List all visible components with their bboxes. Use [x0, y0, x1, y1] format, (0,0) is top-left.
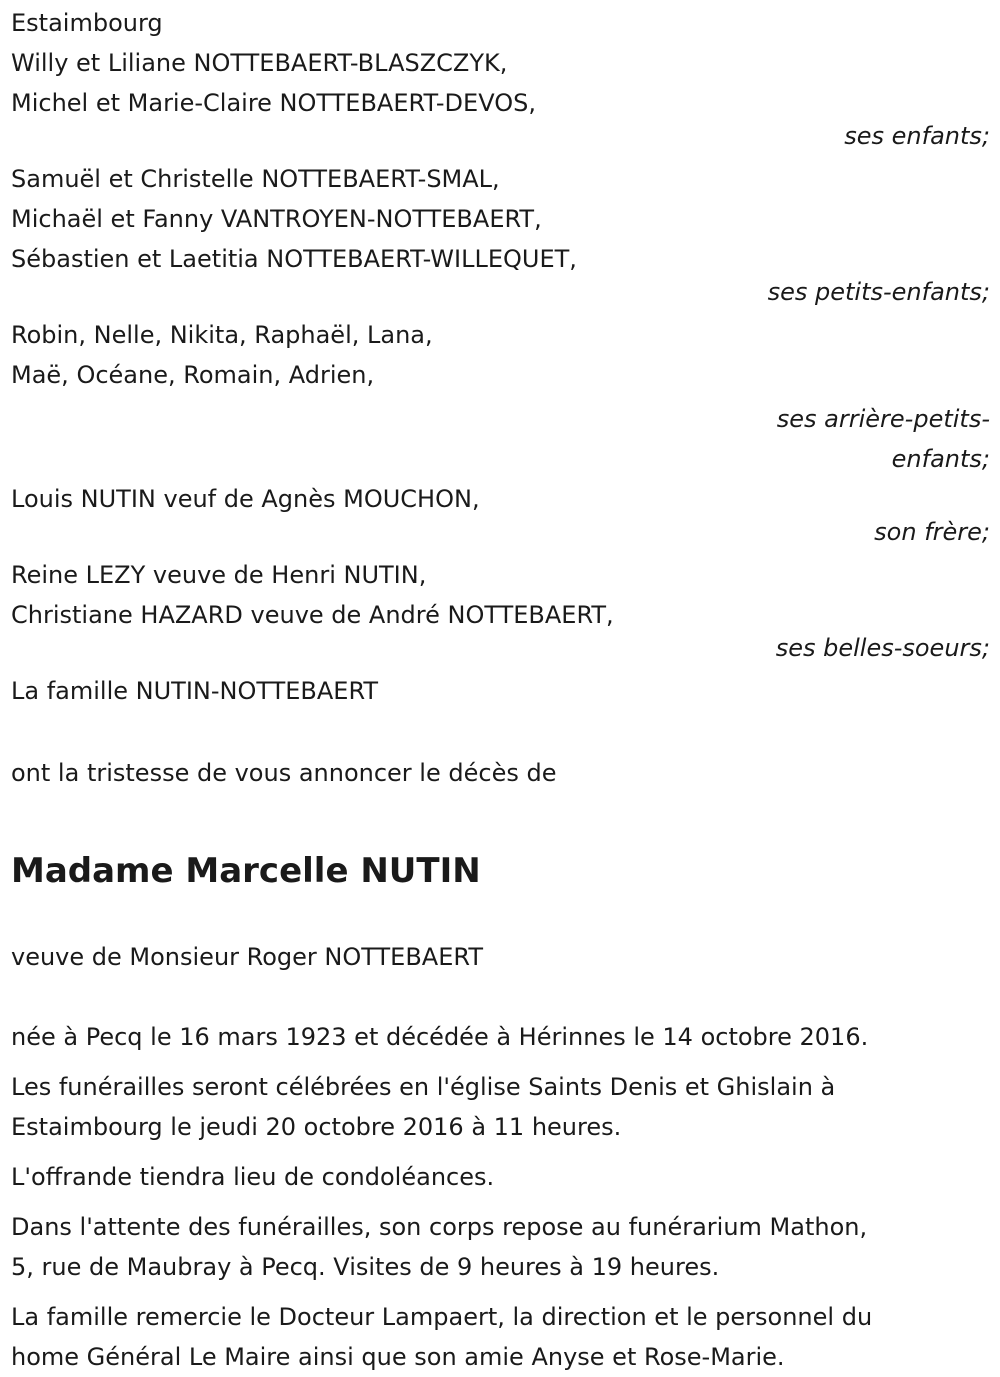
funeral-paragraph — [11, 1067, 990, 1147]
relation-label: son frère; — [874, 518, 990, 546]
paragraph-line: 5, rue de Maubray à Pecq. Visites de 9 heures à 19 heures. — [11, 1253, 720, 1281]
offering-paragraph — [11, 1157, 990, 1197]
family-member-line: Maë, Océane, Romain, Adrien, — [11, 361, 375, 389]
family-member-line: Louis NUTIN veuf de Agnès MOUCHON, — [11, 485, 480, 513]
paragraph-line: Les funérailles seront célébrées en l'église Saints Denis et Ghislain à — [11, 1073, 836, 1101]
family-member-line: Christiane HAZARD veuve de André NOTTEBAERT, — [11, 601, 614, 629]
family-group-great-grandchildren — [11, 315, 990, 479]
family-member-line: Samuël et Christelle NOTTEBAERT-SMAL, — [11, 165, 500, 193]
paragraph-line: L'offrande tiendra lieu de condoléances. — [11, 1163, 495, 1191]
relation-label: ses enfants; — [844, 122, 990, 150]
paragraph-line: Dans l'attente des funérailles, son corps repose au funérarium Mathon, — [11, 1213, 868, 1241]
paragraph-line: home Général Le Maire ainsi que son amie Anyse et Rose-Marie. — [11, 1343, 785, 1371]
relation-label: ses petits-enfants; — [767, 278, 990, 306]
family-member-line: Michel et Marie-Claire NOTTEBAERT-DEVOS, — [11, 89, 536, 117]
relation-label: ses arrière-petits- — [776, 405, 990, 433]
announcement-text: ont la tristesse de vous annoncer le décès de — [11, 759, 557, 787]
deceased-name: Madame Marcelle NUTIN — [11, 851, 481, 891]
paragraph-line: née à Pecq le 16 mars 1923 et décédée à Hérinnes le 14 octobre 2016. — [11, 1023, 869, 1051]
family-group-grandchildren — [11, 159, 990, 305]
relation-label: enfants; — [891, 445, 990, 473]
family-member-line: Reine LEZY veuve de Henri NUTIN, — [11, 561, 427, 589]
obituary-notice — [0, 8, 1000, 1371]
family-member-line: Willy et Liliane NOTTEBAERT-BLASZCZYK, — [11, 49, 508, 77]
paragraph-line: La famille remercie le Docteur Lampaert, la direction et le personnel du — [11, 1303, 873, 1331]
family-group-sisters-in-law — [11, 555, 990, 661]
family-member-line: Michaël et Fanny VANTROYEN-NOTTEBAERT, — [11, 205, 542, 233]
birth-death-paragraph — [11, 1017, 990, 1057]
family-name-line: La famille NUTIN-NOTTEBAERT — [11, 677, 379, 705]
paragraph-line: Estaimbourg le jeudi 20 octobre 2016 à 11 heures. — [11, 1113, 622, 1141]
spouse-line: veuve de Monsieur Roger NOTTEBAERT — [11, 943, 483, 971]
details-section — [11, 1017, 990, 1377]
relation-label: ses belles-soeurs; — [775, 634, 990, 662]
family-member-line: Robin, Nelle, Nikita, Raphaël, Lana, — [11, 321, 433, 349]
family-group-brother — [11, 479, 990, 545]
place-name: Estaimbourg — [11, 9, 163, 37]
family-group-children — [11, 43, 990, 149]
family-member-line: Sébastien et Laetitia NOTTEBAERT-WILLEQUET, — [11, 245, 577, 273]
visitation-paragraph — [11, 1207, 990, 1287]
thanks-paragraph — [11, 1297, 990, 1377]
